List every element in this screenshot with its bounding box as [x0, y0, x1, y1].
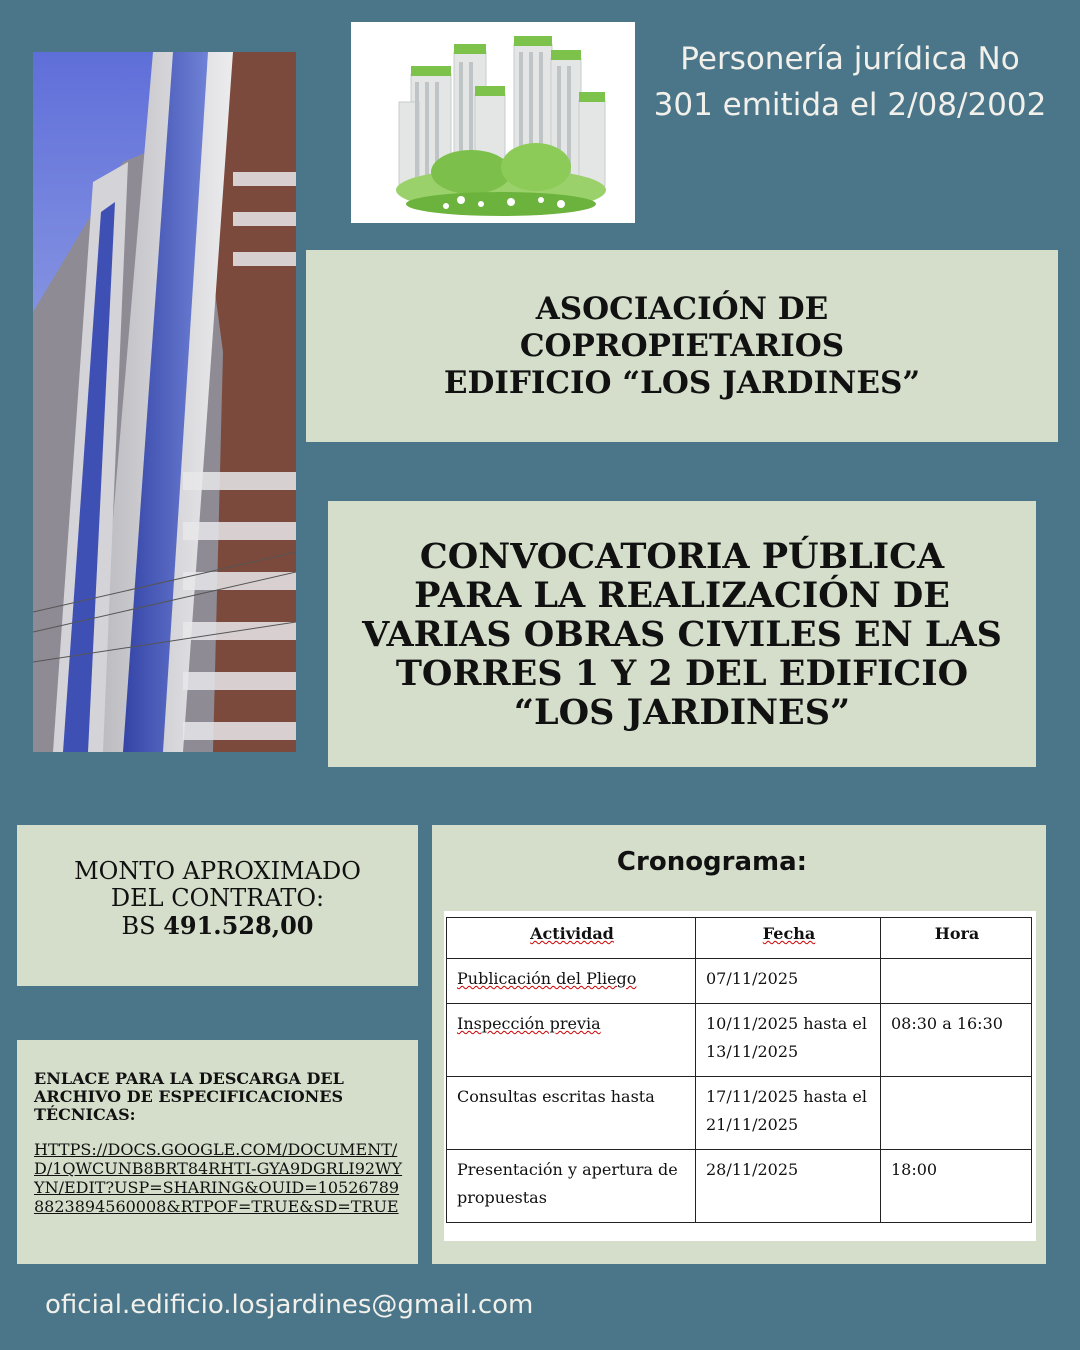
table-header-row [447, 918, 1032, 959]
activity-text: Inspección previa [457, 1014, 601, 1033]
activity-text: Publicación del Pliego [457, 969, 637, 988]
association-line-3: EDIFICIO “LOS JARDINES” [443, 364, 921, 401]
table-row [447, 1077, 1032, 1150]
activity-cell [447, 959, 696, 1004]
date-cell: 17/11/2025 hasta el 21/11/2025 [696, 1077, 881, 1150]
schedule-title: Cronograma: [616, 847, 808, 877]
date-cell: 10/11/2025 hasta el 13/11/2025 [696, 1004, 881, 1077]
contract-currency: BS [121, 912, 156, 940]
call-panel [328, 501, 1036, 767]
logo [351, 22, 635, 223]
call-line-2: PARA LA REALIZACIÓN DE [414, 574, 950, 616]
contact-email[interactable]: oficial.edificio.losjardines@gmail.com [45, 1290, 534, 1320]
contract-amount: 491.528,00 [163, 911, 314, 940]
time-cell: 08:30 a 16:30 [881, 1004, 1032, 1077]
download-link[interactable]: HTTPS://DOCS.GOOGLE.COM/DOCUMENT/D/1QWCUNB8BRT84RHTI-GYA9DGRLI92WYYN/EDIT?USP=SHARING&OUID=105267898823894560008&RTPOF=TRUE&SD=TRUE [34, 1140, 403, 1216]
legal-note-line-2: 301 emitida el 2/08/2002 [653, 87, 1047, 123]
call-line-3: VARIAS OBRAS CIVILES EN LAS [362, 613, 1002, 655]
header-activity: Actividad [447, 918, 696, 959]
table-row [447, 1004, 1032, 1077]
schedule-table-wrapper [444, 911, 1036, 1241]
schedule-panel [432, 825, 1046, 1264]
time-cell [881, 959, 1032, 1004]
table-row [447, 1150, 1032, 1223]
activity-cell: Presentación y apertura de propuestas [447, 1150, 696, 1223]
association-line-1: ASOCIACIÓN DE [535, 290, 829, 327]
building-photo [33, 52, 296, 752]
contract-line-1: MONTO APROXIMADO [74, 857, 361, 885]
contract-amount-line [17, 912, 418, 940]
association-panel [306, 250, 1058, 442]
call-line-5: “LOS JARDINES” [513, 691, 851, 733]
date-cell: 28/11/2025 [696, 1150, 881, 1223]
contract-panel [17, 825, 418, 986]
association-name [444, 291, 920, 402]
call-title [362, 537, 1002, 732]
table-row [447, 959, 1032, 1004]
association-line-2: COPROPIETARIOS [519, 327, 845, 364]
time-cell [881, 1077, 1032, 1150]
legal-note [645, 36, 1055, 128]
header-time: Hora [881, 918, 1032, 959]
time-cell: 18:00 [881, 1150, 1032, 1223]
contract-line-2: DEL CONTRATO: [110, 884, 325, 912]
legal-note-line-1: Personería jurídica No [680, 41, 1020, 77]
download-panel [17, 1040, 418, 1264]
contract-amount-text [17, 858, 418, 940]
call-line-1: CONVOCATORIA PÚBLICA [419, 535, 945, 577]
call-line-4: TORRES 1 Y 2 DEL EDIFICIO [395, 652, 969, 694]
header-date: Fecha [696, 918, 881, 959]
schedule-table [446, 917, 1032, 1223]
activity-cell [447, 1004, 696, 1077]
download-heading: ENLACE PARA LA DESCARGA DEL ARCHIVO DE ESPECIFICACIONES TÉCNICAS: [34, 1069, 344, 1124]
activity-cell: Consultas escritas hasta [447, 1077, 696, 1150]
date-cell: 07/11/2025 [696, 959, 881, 1004]
